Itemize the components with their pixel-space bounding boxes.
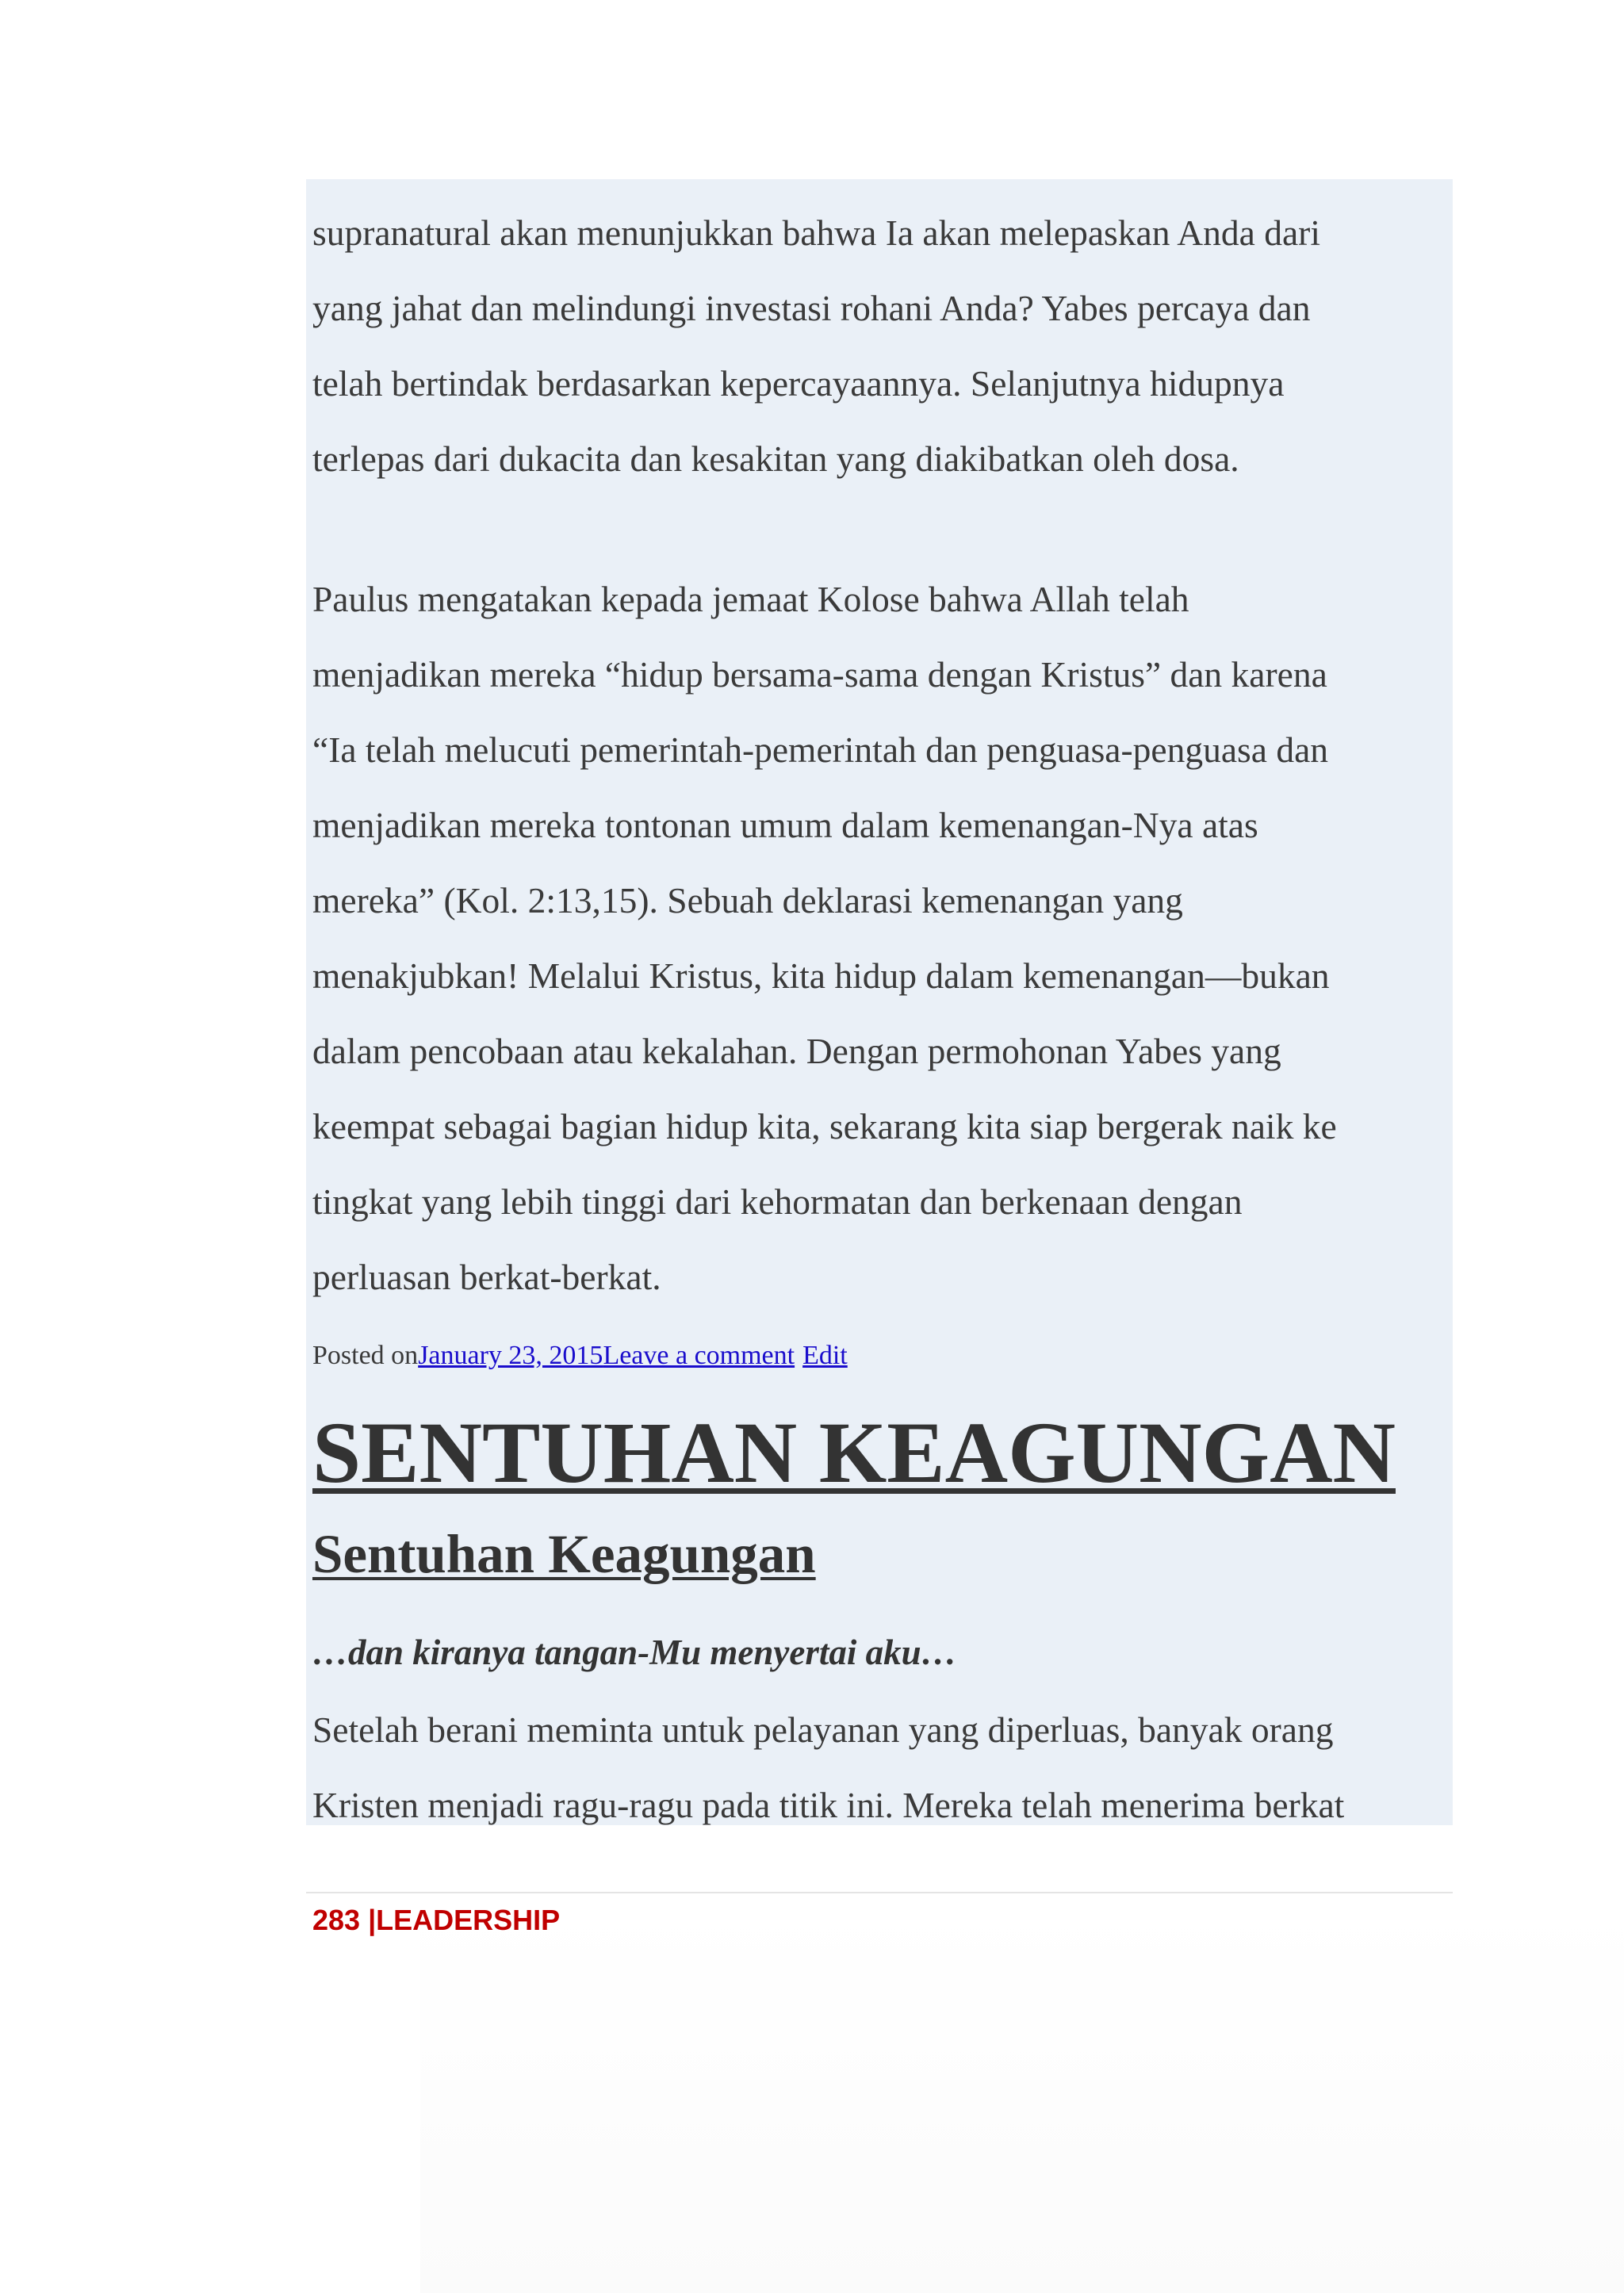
- text-line: mereka” (Kol. 2:13,15). Sebuah deklarasi kemenangan yang: [312, 880, 1183, 921]
- verse-quote: …dan kiranya tangan-Mu menyertai aku…: [312, 1633, 957, 1672]
- paragraph-paulus: [312, 561, 1337, 1315]
- text-line: Paulus mengatakan kepada jemaat Kolose bahwa Allah telah: [312, 579, 1189, 619]
- text-line: Setelah berani meminta untuk pelayanan yang diperluas, banyak orang: [312, 1709, 1334, 1750]
- text-line: menjadikan mereka tontonan umum dalam kemenangan-Nya atas: [312, 805, 1258, 845]
- page-footer-label: 283 |LEADERSHIP: [312, 1904, 561, 1936]
- text-line: “Ia telah melucuti pemerintah-pemerintah dan penguasa-penguasa dan: [312, 729, 1329, 770]
- posted-on-label: Posted on: [312, 1341, 419, 1370]
- footer-divider: [306, 1892, 1453, 1893]
- text-line: supranatural akan menunjukkan bahwa Ia akan melepaskan Anda dari: [312, 212, 1320, 253]
- post-date-link[interactable]: January 23, 2015: [418, 1341, 603, 1370]
- text-line: Kristen menjadi ragu-ragu pada titik ini. Mereka telah menerima berkat: [312, 1785, 1345, 1825]
- post-meta: [312, 1338, 848, 1373]
- paragraph-continuation: [312, 1692, 1344, 1843]
- text-line: menakjubkan! Melalui Kristus, kita hidup dalam kemenangan—bukan: [312, 955, 1330, 996]
- text-line: keempat sebagai bagian hidup kita, sekarang kita siap bergerak naik ke: [312, 1106, 1337, 1146]
- article-title: SENTUHAN KEAGUNGAN: [312, 1404, 1396, 1501]
- text-line: yang jahat dan melindungi investasi rohani Anda? Yabes percaya dan: [312, 288, 1311, 328]
- paragraph-intro: [312, 195, 1320, 496]
- text-line: perluasan berkat-berkat.: [312, 1257, 661, 1297]
- page-background-tint: [420, 1903, 1624, 2293]
- text-line: telah bertindak berdasarkan kepercayaannya. Selanjutnya hidupnya: [312, 363, 1285, 404]
- edit-link[interactable]: Edit: [802, 1341, 848, 1370]
- text-line: dalam pencobaan atau kekalahan. Dengan permohonan Yabes yang: [312, 1031, 1281, 1071]
- leave-comment-link[interactable]: Leave a comment: [603, 1341, 795, 1370]
- text-line: tingkat yang lebih tinggi dari kehormatan dan berkenaan dengan: [312, 1181, 1243, 1222]
- text-line: menjadikan mereka “hidup bersama-sama dengan Kristus” dan karena: [312, 654, 1327, 695]
- text-line: terlepas dari dukacita dan kesakitan yang diakibatkan oleh dosa.: [312, 438, 1239, 479]
- article-subtitle: Sentuhan Keagungan: [312, 1524, 816, 1584]
